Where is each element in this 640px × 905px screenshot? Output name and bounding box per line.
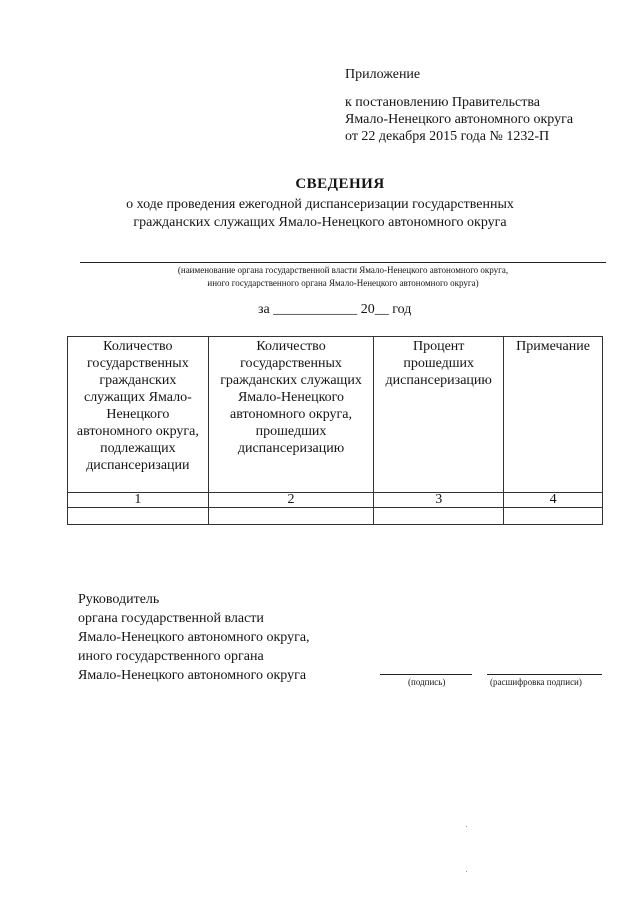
column-number: 1: [68, 493, 209, 508]
signatory-line-5: Ямало-Ненецкого автономного округа: [78, 668, 307, 683]
table-row: [68, 508, 603, 525]
organ-caption-line-2: иного государственного органа Ямало-Ненецкого автономного округа): [207, 278, 479, 288]
signature-decode-line: [487, 674, 602, 675]
subtitle-line-1: о ходе проведения ежегодной диспансеризации государственных: [126, 197, 514, 212]
appendix-line-3: от 22 декабря 2015 года № 1232-П: [345, 129, 550, 144]
signatory-line-1: Руководитель: [78, 592, 160, 607]
signature-caption: (подпись): [408, 677, 446, 687]
table-cell: [374, 508, 504, 525]
header-cell-note: Примечание: [504, 337, 603, 493]
signature-decode-caption: (расшифровка подписи): [490, 677, 582, 687]
header-cell-subject: Количество государственных гражданских служащих Ямало-Ненецкого автономного округа, подлежащих диспансеризации: [68, 337, 209, 493]
report-period: за ____________ 20__ год: [258, 302, 412, 317]
column-number: 2: [208, 493, 374, 508]
organ-name-line: [80, 262, 606, 263]
table-cell: [68, 508, 209, 525]
appendix-line-2: Ямало-Ненецкого автономного округа: [345, 112, 574, 127]
appendix-line-1: к постановлению Правительства: [345, 95, 541, 110]
organ-caption-line-1: (наименование органа государственной власти Ямало-Ненецкого автономного округа,: [177, 265, 509, 275]
header-cell-percent: Процент прошедших диспансеризацию: [374, 337, 504, 493]
scan-speck: [466, 871, 467, 872]
table-header-row: [68, 337, 603, 493]
document-title: СВЕДЕНИЯ: [295, 176, 385, 192]
scan-speck: [466, 826, 467, 827]
table-cell: [504, 508, 603, 525]
signature-line: [380, 674, 472, 675]
subtitle-line-2: гражданских служащих Ямало-Ненецкого автономного округа: [133, 215, 507, 230]
signatory-line-3: Ямало-Ненецкого автономного округа,: [78, 630, 310, 645]
column-number: 3: [374, 493, 504, 508]
column-number: 4: [504, 493, 603, 508]
table-number-row: [68, 493, 603, 508]
table-cell: [208, 508, 374, 525]
signatory-line-4: иного государственного органа: [78, 649, 264, 664]
dispensary-table: [67, 336, 603, 525]
appendix-label: Приложение: [345, 67, 421, 82]
signatory-line-2: органа государственной власти: [78, 611, 264, 626]
header-cell-passed: Количество государственных гражданских служащих Ямало-Ненецкого автономного округа, прошедших диспансеризацию: [208, 337, 374, 493]
signatory-block: [78, 590, 310, 685]
